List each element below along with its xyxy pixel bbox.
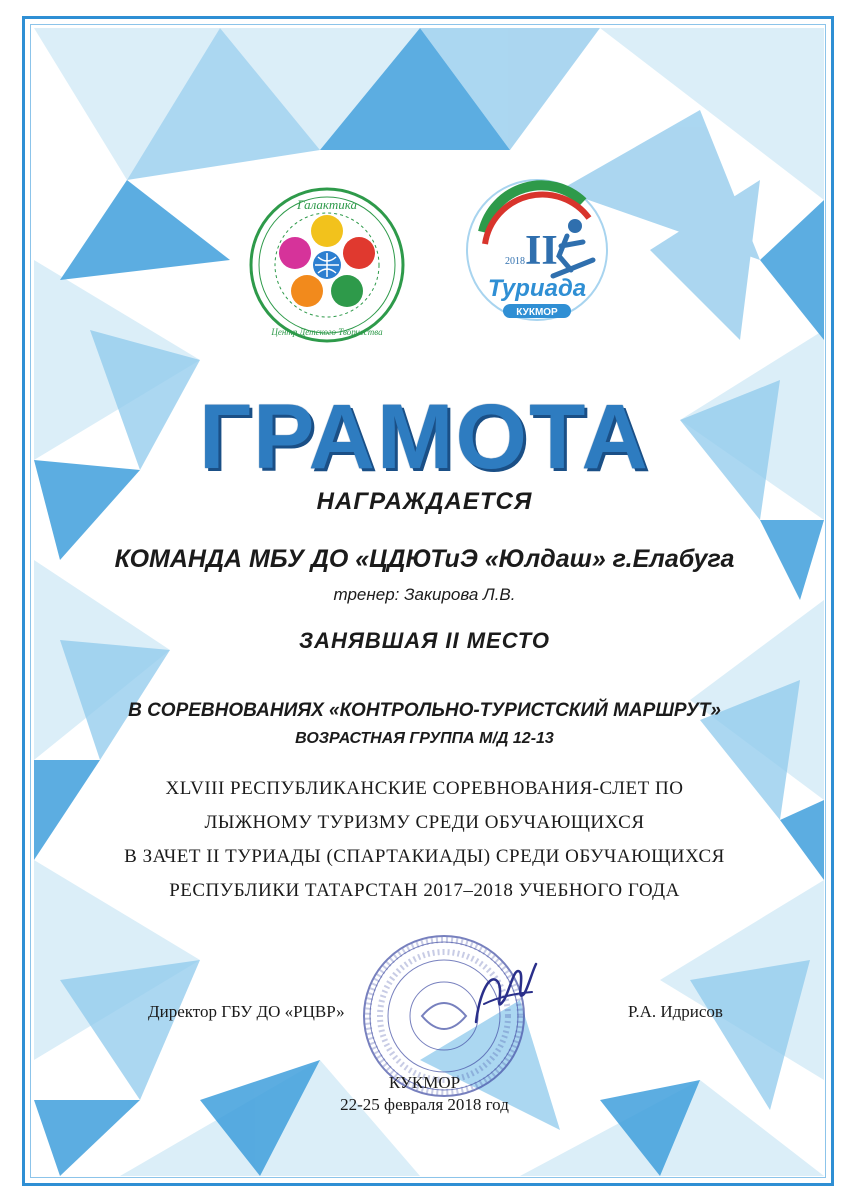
- logo-right-year: 2018: [505, 256, 525, 267]
- logo-right-name: Туриада: [487, 275, 587, 302]
- certificate-title: ГРАМОТА: [199, 386, 650, 488]
- event-line-2: ЛЫЖНОМУ ТУРИЗМУ СРЕДИ ОБУЧАЮЩИХСЯ: [204, 812, 645, 833]
- logo-right-city: КУКМОР: [516, 307, 558, 318]
- handwritten-signature-icon: [470, 952, 542, 1028]
- logo-left-top-text: Галактика: [297, 197, 357, 212]
- galaktika-flower-logo-icon: [243, 185, 411, 345]
- awarded-label: НАГРАЖДАЕТСЯ: [316, 488, 533, 515]
- competition-name: В СОРЕВНОВАНИЯХ «КОНТРОЛЬНО-ТУРИСТСКИЙ МАРШРУТ»: [128, 700, 721, 721]
- place-text: ЗАНЯВШАЯ II МЕСТО: [298, 628, 551, 653]
- team-name: КОМАНДА МБУ ДО «ЦДЮТиЭ «Юлдаш» г.Елабуга: [114, 545, 735, 573]
- event-line-4: РЕСПУБЛИКИ ТАТАРСТАН 2017–2018 УЧЕБНОГО ГОДА: [169, 880, 680, 901]
- event-line-1: XLVIII РЕСПУБЛИКАНСКИЕ СОРЕВНОВАНИЯ-СЛЕТ ПО: [165, 778, 684, 799]
- logo-right-numeral: II: [525, 228, 558, 274]
- turiada-skier-logo-icon: [463, 172, 611, 332]
- signatory-title: Директор ГБУ ДО «РЦВР»: [148, 1002, 345, 1021]
- coach-name: тренер: Закирова Л.В.: [333, 585, 516, 604]
- event-line-3: В ЗАЧЕТ II ТУРИАДЫ (СПАРТАКИАДЫ) СРЕДИ ОБУЧАЮЩИХСЯ: [124, 846, 725, 867]
- event-date: 22-25 февраля 2018 год: [340, 1095, 509, 1114]
- signatory-name: Р.А. Идрисов: [628, 1002, 723, 1021]
- age-group: ВОЗРАСТНАЯ ГРУППА М/Д 12-13: [295, 730, 554, 747]
- event-city: КУКМОР: [388, 1073, 461, 1092]
- logo-left-bottom-text: Центр Детского Творчества: [271, 327, 383, 337]
